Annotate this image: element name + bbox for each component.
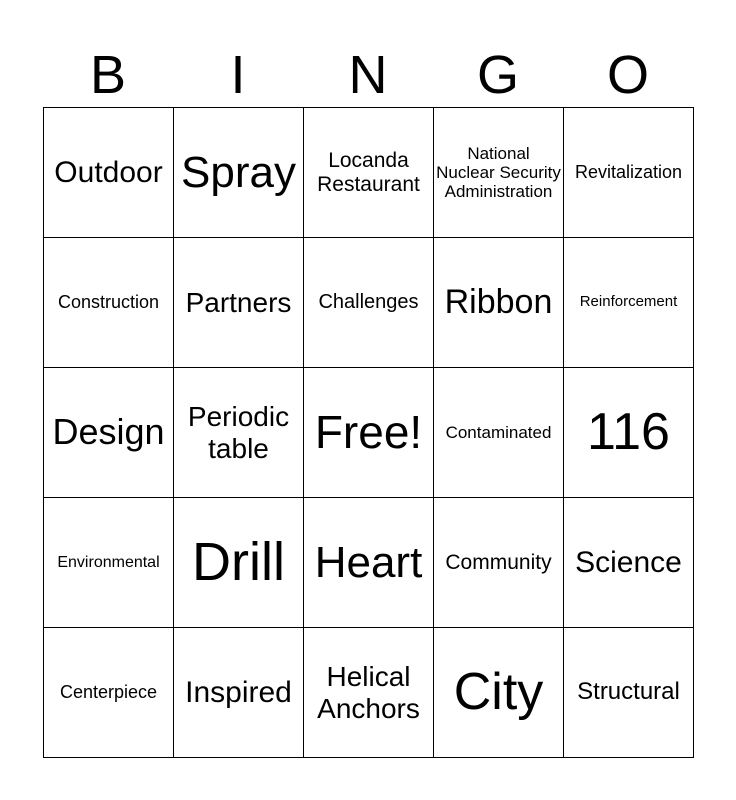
cell-label: 116 bbox=[587, 403, 670, 462]
free-space-cell[interactable] bbox=[304, 368, 434, 498]
bingo-cell-r4-c1[interactable] bbox=[44, 498, 174, 628]
cell-label: Revitalization bbox=[574, 162, 683, 183]
bingo-cell-r2-c1[interactable] bbox=[44, 238, 174, 368]
bingo-cell-r3-c4[interactable] bbox=[434, 368, 564, 498]
bingo-cell-r4-c2[interactable] bbox=[174, 498, 304, 628]
cell-label: Outdoor bbox=[54, 155, 163, 189]
cell-label: Drill bbox=[192, 532, 285, 593]
bingo-cell-r1-c1[interactable] bbox=[44, 108, 174, 238]
cell-label: Community bbox=[445, 550, 552, 574]
cell-label: Inspired bbox=[185, 675, 292, 709]
bingo-cell-r2-c3[interactable] bbox=[304, 238, 434, 368]
bingo-cell-r1-c3[interactable] bbox=[304, 108, 434, 238]
header-letter-i: I bbox=[230, 45, 246, 105]
cell-label: Ribbon bbox=[444, 283, 553, 322]
bingo-cell-r3-c1[interactable] bbox=[44, 368, 174, 498]
bingo-cell-r5-c2[interactable] bbox=[174, 628, 304, 758]
cell-label: Contaminated bbox=[445, 422, 552, 442]
bingo-cell-r5-c3[interactable] bbox=[304, 628, 434, 758]
cell-label: Heart bbox=[314, 537, 423, 587]
cell-label: Centerpiece bbox=[59, 682, 158, 703]
cell-label: Locanda Restaurant bbox=[317, 148, 420, 196]
header-letter-n: N bbox=[348, 45, 388, 105]
bingo-cell-r3-c5[interactable] bbox=[564, 368, 694, 498]
cell-label: Periodic table bbox=[187, 401, 290, 464]
bingo-cell-r5-c4[interactable] bbox=[434, 628, 564, 758]
cell-label: Partners bbox=[185, 286, 292, 318]
free-space-label: Free! bbox=[314, 405, 423, 458]
bingo-cell-r5-c1[interactable] bbox=[44, 628, 174, 758]
bingo-cell-r4-c3[interactable] bbox=[304, 498, 434, 628]
cell-label: Helical Anchors bbox=[317, 661, 420, 724]
bingo-cell-r4-c5[interactable] bbox=[564, 498, 694, 628]
bingo-cell-r5-c5[interactable] bbox=[564, 628, 694, 758]
bingo-cell-r1-c4[interactable] bbox=[434, 108, 564, 238]
bingo-cell-r3-c2[interactable] bbox=[174, 368, 304, 498]
header-letter-g: G bbox=[476, 45, 519, 105]
cell-label: National Nuclear Security Administration bbox=[436, 143, 561, 202]
cell-label: Structural bbox=[577, 678, 680, 706]
header-letter-b: B bbox=[89, 45, 127, 105]
cell-label: City bbox=[453, 663, 544, 722]
bingo-board bbox=[43, 107, 694, 758]
bingo-cell-r2-c5[interactable] bbox=[564, 238, 694, 368]
cell-label: Science bbox=[575, 545, 682, 579]
bingo-header bbox=[43, 42, 693, 108]
cell-label: Reinforcement bbox=[579, 293, 678, 311]
cell-label: Design bbox=[52, 411, 165, 453]
cell-label: Construction bbox=[57, 292, 160, 313]
cell-label: Environmental bbox=[57, 553, 160, 571]
bingo-cell-r1-c2[interactable] bbox=[174, 108, 304, 238]
cell-label: Spray bbox=[181, 147, 296, 197]
cell-label: Challenges bbox=[318, 291, 419, 314]
bingo-cell-r1-c5[interactable] bbox=[564, 108, 694, 238]
bingo-cell-r4-c4[interactable] bbox=[434, 498, 564, 628]
bingo-cell-r2-c4[interactable] bbox=[434, 238, 564, 368]
header-letter-o: O bbox=[606, 45, 649, 105]
bingo-cell-r2-c2[interactable] bbox=[174, 238, 304, 368]
